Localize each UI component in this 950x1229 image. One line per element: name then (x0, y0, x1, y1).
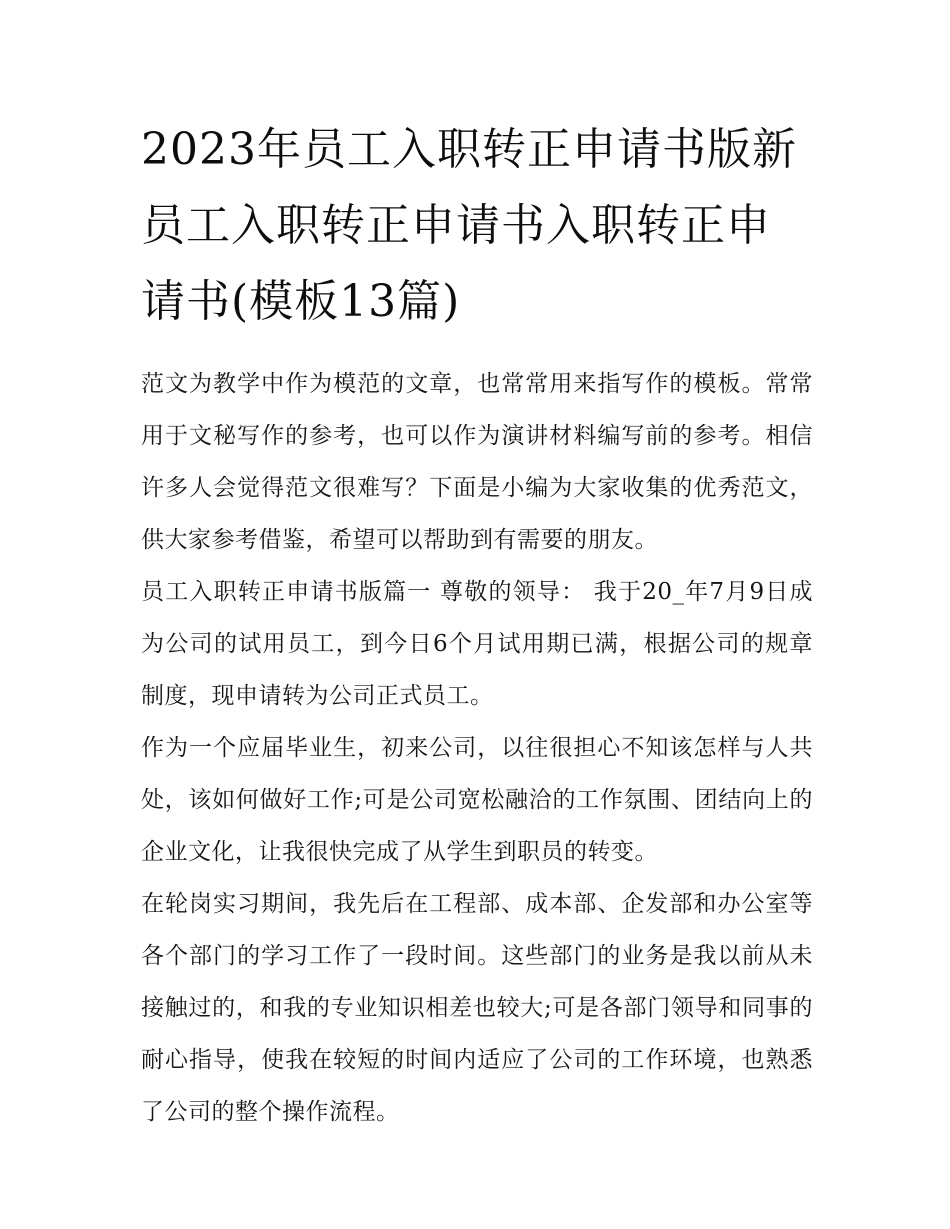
paragraph-intro: 范文为教学中作为模范的文章，也常常用来指写作的模板。常常用于文秘写作的参考，也可以作为演讲材料编写前的参考。相信许多人会觉得范文很难写？下面是小编为大家收集的优秀范文，供大家参考借鉴，希望可以帮助到有需要的朋友。 (141, 371, 813, 553)
document-title: 2023年员工入职转正申请书版新员工入职转正申请书入职转正申请书(模板13篇) (141, 124, 797, 327)
paragraph-application: 员工入职转正申请书版篇一 尊敬的领导： 我于20_年7月9日成为公司的试用员工，到今日6个月试用期已满，根据公司的规章制度，现申请转为公司正式员工。 (141, 579, 813, 709)
document-body (141, 358, 813, 1138)
document-content (141, 112, 813, 1138)
paragraph-adaptation: 作为一个应届毕业生，初来公司，以往很担心不知该怎样与人共处，该如何做好工作;可是公司宽松融洽的工作氛围、团结向上的企业文化，让我很快完成了从学生到职员的转变。 (141, 735, 813, 865)
paragraph-rotation: 在轮岗实习期间，我先后在工程部、成本部、企发部和办公室等各个部门的学习工作了一段时间。这些部门的业务是我以前从未接触过的，和我的专业知识相差也较大;可是各部门领导和同事的耐心指导，使我在较短的时间内适应了公司的工作环境，也熟悉了公司的整个操作流程。 (141, 891, 813, 1125)
